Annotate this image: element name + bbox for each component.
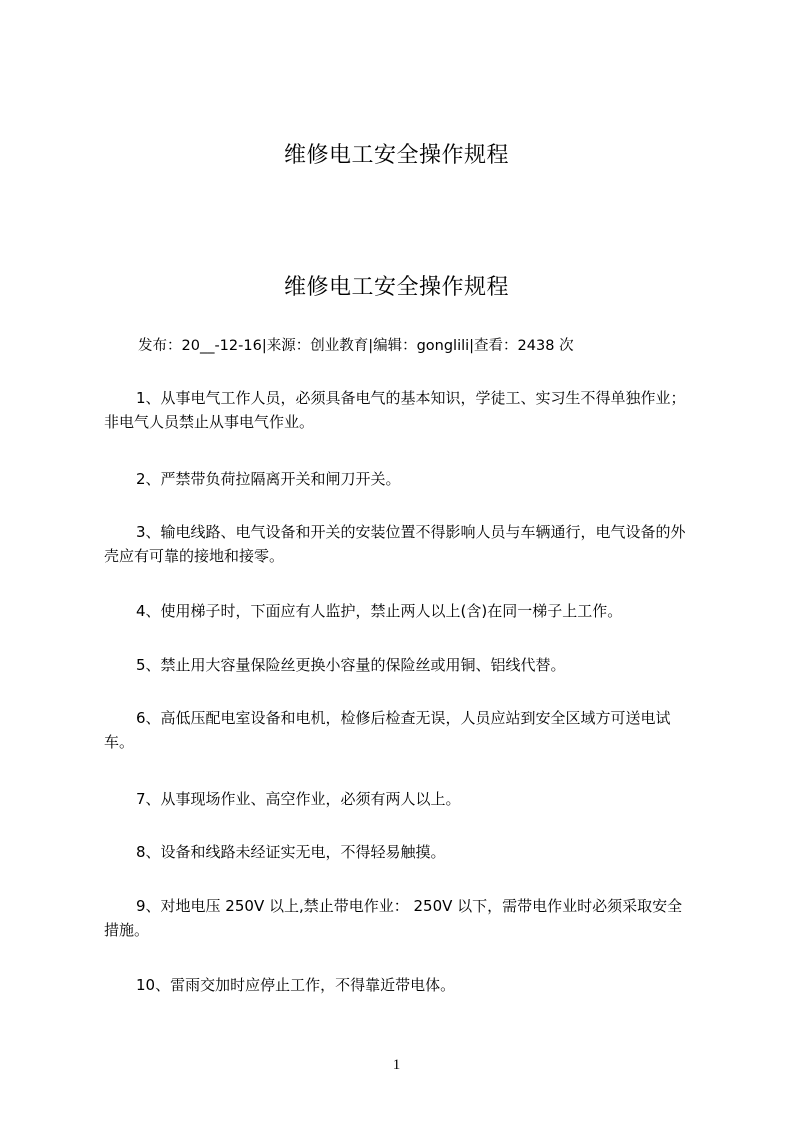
- paragraph-7: [104, 787, 694, 811]
- article-meta: 发布：20__-12-16|来源：创业教育|编辑：gonglili|查看：2438 次: [138, 338, 574, 354]
- paragraph-8-text: 8、设备和线路未经证实无电，不得轻易触摸。: [136, 843, 446, 861]
- paragraph-3-text: 3、输电线路、电气设备和开关的安装位置不得影响人员与车辆通行，电气设备的外壳应有可靠的接地和接零。: [104, 523, 686, 565]
- paragraph-2: [104, 467, 694, 491]
- paragraph-10: [104, 973, 694, 997]
- article-title: 维修电工安全操作规程: [283, 275, 509, 300]
- paragraph-1-text: 1、从事电气工作人员，必须具备电气的基本知识，学徒工、实习生不得单独作业；非电气人员禁止从事电气作业。: [104, 389, 686, 431]
- paragraph-1: [104, 386, 694, 434]
- paragraph-9-text: 9、对地电压 250V 以上,禁止带电作业： 250V 以下，需带电作业时必须采取安全措施。: [104, 897, 683, 939]
- document-title: 维修电工安全操作规程: [283, 143, 509, 168]
- paragraph-6-text: 6、高低压配电室设备和电机，检修后检查无误，人员应站到安全区域方可送电试车。: [104, 709, 671, 751]
- paragraph-6: [104, 706, 694, 754]
- paragraph-9: [104, 894, 694, 942]
- paragraph-7-text: 7、从事现场作业、高空作业，必须有两人以上。: [136, 790, 461, 808]
- paragraph-5: [104, 653, 694, 677]
- paragraph-10-text: 10、雷雨交加时应停止工作，不得靠近带电体。: [136, 976, 456, 994]
- paragraph-3: [104, 520, 694, 568]
- page-number: 1: [392, 1057, 401, 1073]
- paragraph-2-text: 2、严禁带负荷拉隔离开关和闸刀开关。: [136, 470, 401, 488]
- paragraph-4-text: 4、使用梯子时，下面应有人监护，禁止两人以上(含)在同一梯子上工作。: [136, 602, 623, 620]
- paragraph-4: [104, 599, 694, 623]
- paragraph-5-text: 5、禁止用大容量保险丝更换小容量的保险丝或用铜、铝线代替。: [136, 656, 566, 674]
- paragraph-8: [104, 840, 694, 864]
